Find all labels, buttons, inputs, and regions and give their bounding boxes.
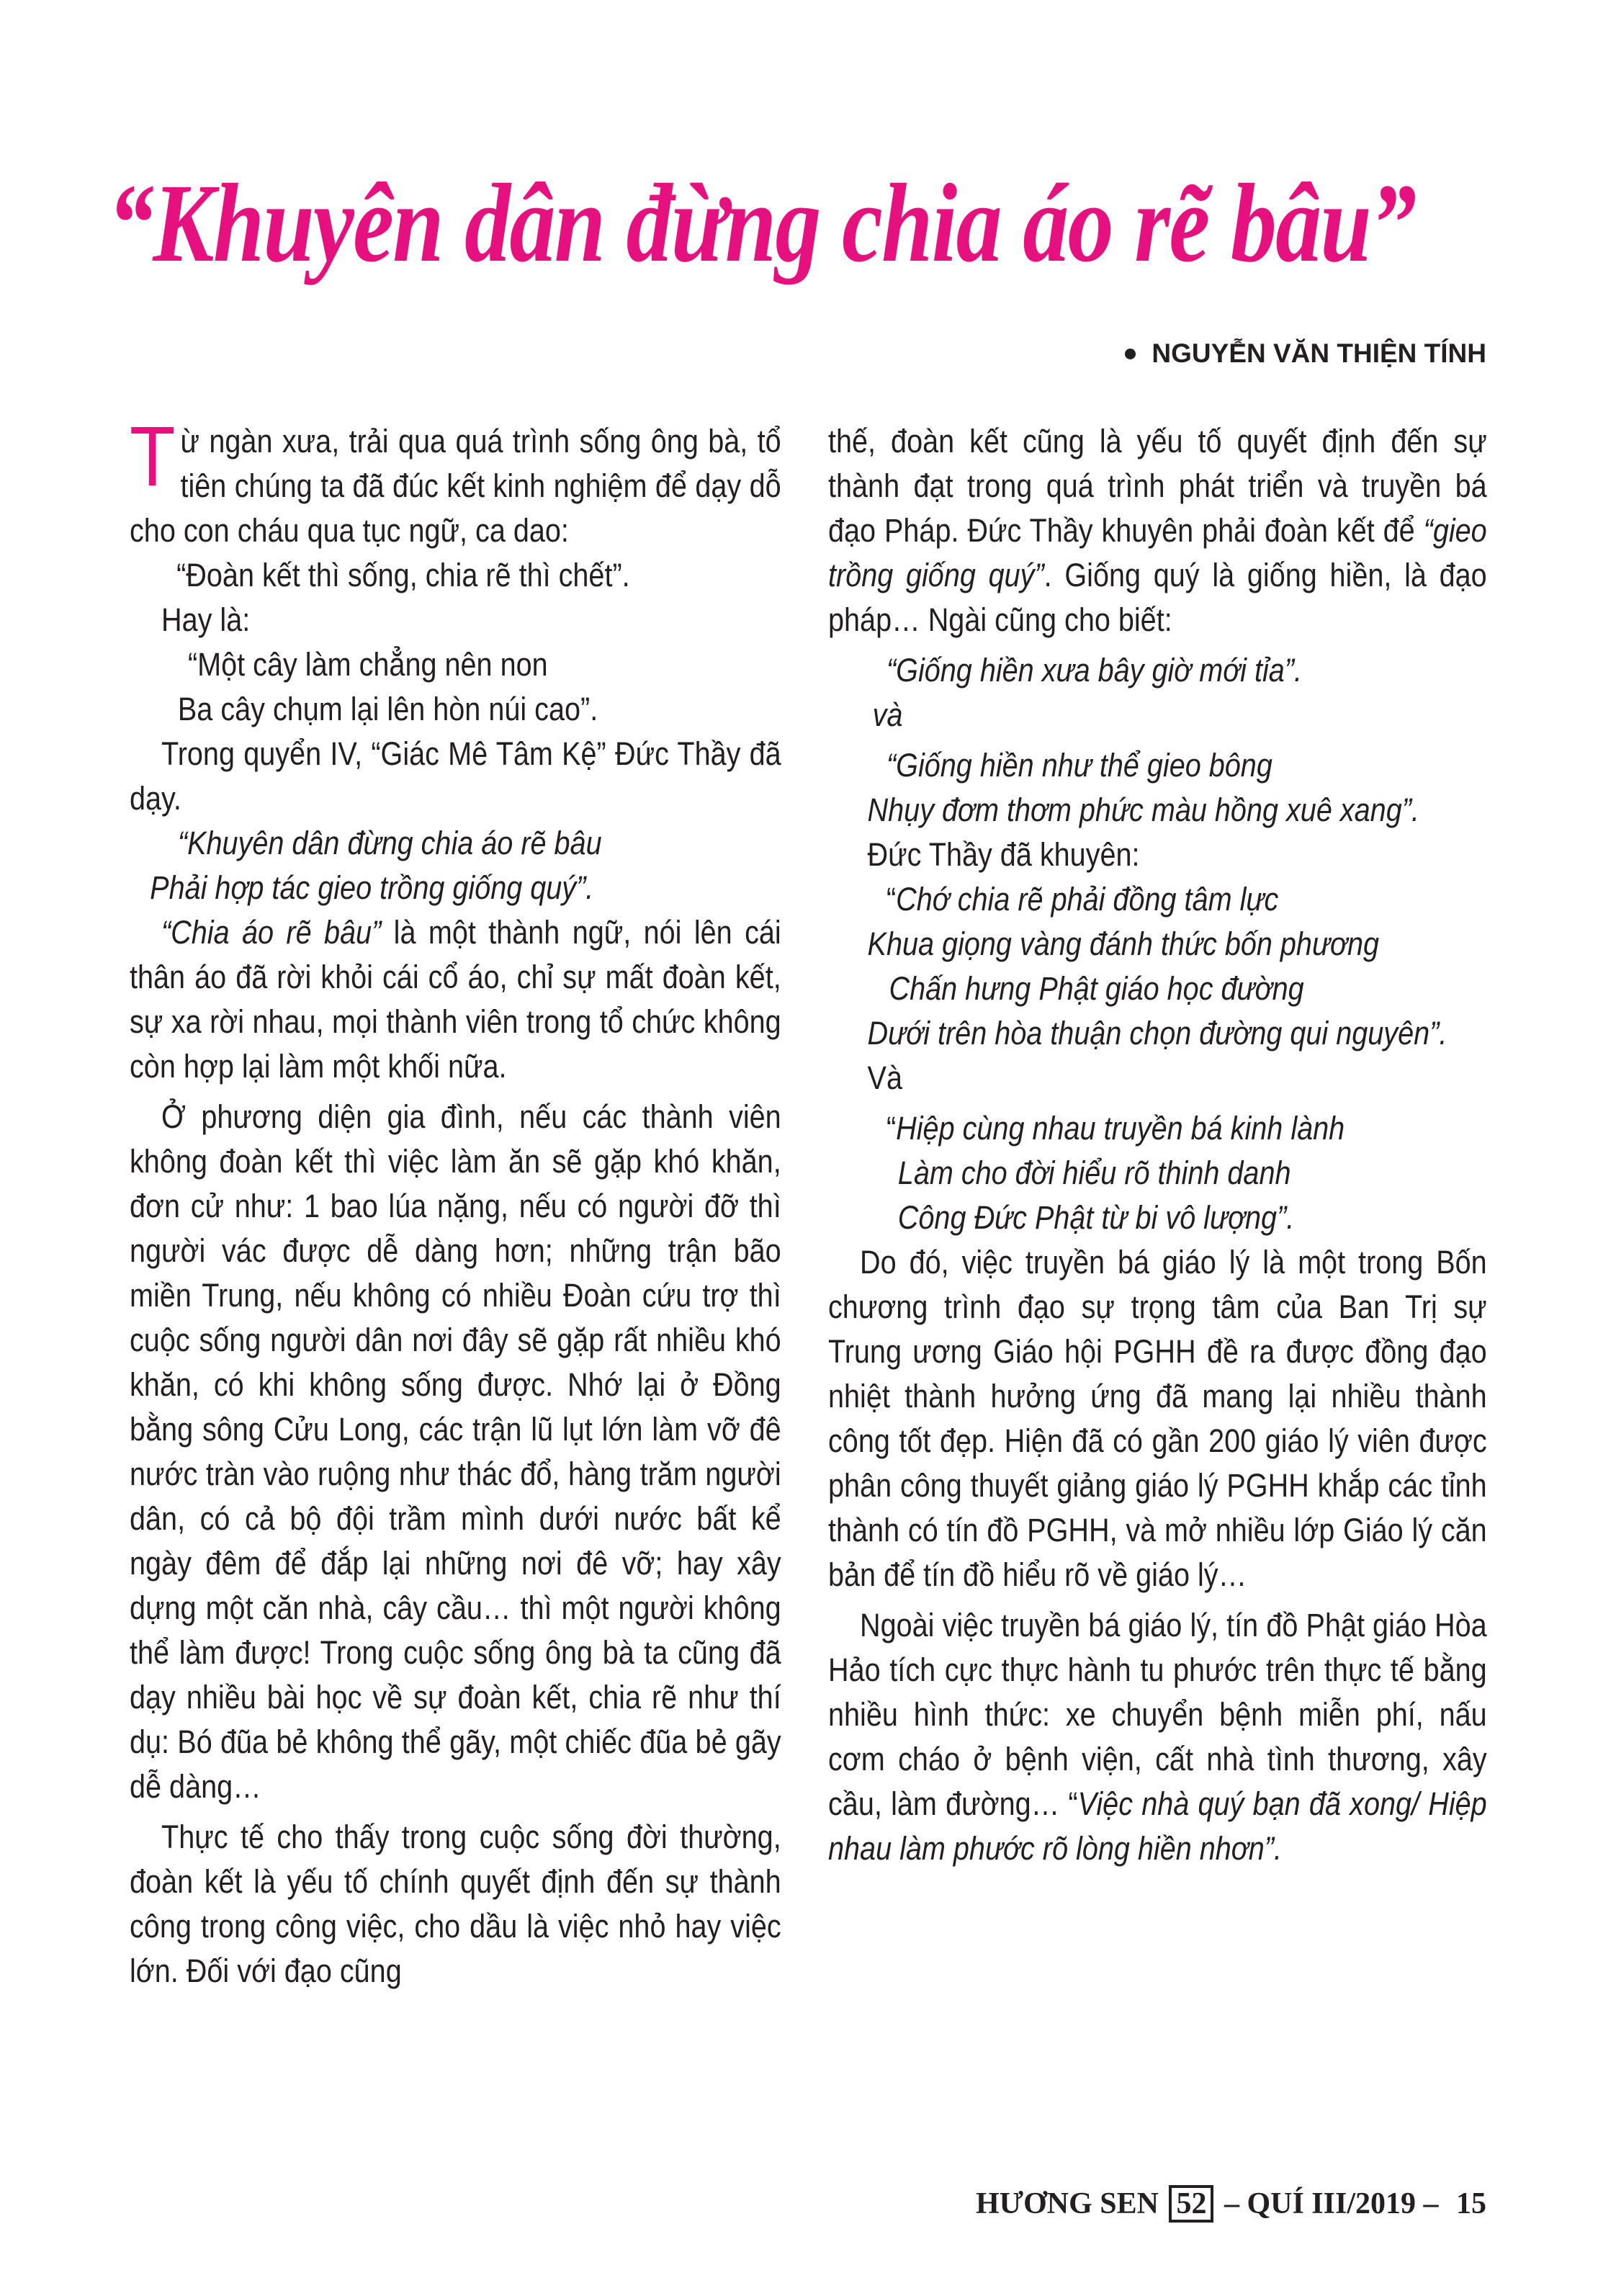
left-column: [130, 409, 781, 1994]
drop-cap: T: [130, 409, 176, 504]
text-line: Hay là:: [161, 601, 251, 638]
quote-line: [828, 877, 1545, 922]
paragraph: Trong quyển IV, “Giác Mê Tâm Kệ” Đức Thầy đã dạy.: [130, 735, 781, 817]
paragraph: Ở phương diện gia đình, nếu các thành viên không đoàn kết thì việc làm ăn sẽ gặp khó khăn, đơn cử như: 1 bao lúa nặng, nếu có người đỡ thì người vác được dễ dàng hơn; những trận bão miền Trung, nếu không có nhiều Đoàn cứu trợ thì cuộc sống người dân nơi đây sẽ gặp rất nhiều khó khăn, có khi không sống được. Nhớ lại ở Đồng bằng sông Cửu Long, các trận lũ lụt lớn làm vỡ đê nước tràn vào ruộng như thác đổ, hàng trăm người dân, có cả bộ đội trầm mình dưới nước bất kể ngày đêm để đắp lại những nơi đê vỡ; hay xây dựng một căn nhà, cây cầu… thì một người không thể làm được! Trong cuộc sống ông bà ta cũng đã dạy nhiều bài học về sự đoàn kết, chia rẽ như thí dụ: Bó đũa bẻ không thể gãy, một chiếc đũa bẻ gãy dễ dàng…: [130, 1098, 781, 1805]
quote-line: Ba cây chụm lại lên hòn núi cao”.: [177, 691, 598, 727]
quote-line: “Khuyên dân đừng chia áo rẽ bâu: [177, 825, 602, 861]
quote-italic: Việc nhà quý bạn đã xong/ Hiệp nhau làm phước rõ lòng hiền nhơn”.: [828, 1785, 1487, 1867]
paragraph-text: là một thành ngữ, nói lên cái thân áo đã rời khỏi cái cổ áo, chỉ sự mất đoàn kết, sự xa rời nhau, mọi thành viên trong tổ chức không còn hợp lại làm một khối nữa.: [130, 914, 781, 1085]
quote-line: Khua giọng vàng đánh thức bốn phương: [867, 925, 1380, 962]
text-line: Đức Thầy đã khuyên:: [867, 836, 1140, 873]
paragraph-text: thế, đoàn kết cũng là yếu tố quyết định đến sự thành đạt trong quá trình phát triển và truyền bá đạo Pháp. Đức Thầy khuyên phải đoàn kết để: [828, 423, 1487, 549]
paragraph-text: ừ ngàn xưa, trải qua quá trình sống ông bà, tổ tiên chúng ta đã đúc kết kinh nghiệm để dạy dỗ cho con cháu qua tục ngữ, ca dao:: [130, 423, 781, 549]
paragraph: [828, 419, 1487, 642]
quote-mark: “: [1068, 1785, 1078, 1822]
text-line: và: [872, 696, 903, 733]
paragraph: [130, 409, 781, 553]
idiom-italic: “Chia áo rẽ bâu”: [161, 914, 382, 951]
quote-text: Hiệp cùng nhau truyền bá kinh lành: [896, 1110, 1345, 1147]
quote-line: “Một cây làm chẳng nên non: [187, 646, 548, 683]
paragraph: [130, 910, 781, 1089]
page-footer: [976, 2182, 1486, 2225]
quote-mark: “: [886, 1110, 897, 1147]
quote-line: Dưới trên hòa thuận chọn đường qui nguyên”.: [867, 1015, 1447, 1051]
quote-line: “Giống hiền như thể gieo bông: [886, 747, 1272, 784]
author-byline: [1125, 333, 1486, 374]
quote-mark: “: [886, 881, 897, 918]
quote-line: Công Đức Phật từ bi vô lượng”.: [897, 1199, 1295, 1236]
paragraph: Do đó, việc truyền bá giáo lý là một trong Bốn chương trình đạo sự trọng tâm của Ban Trị sự Trung ương Giáo hội PGHH đề ra được đồng đạo nhiệt thành hưởng ứng đã mang lại nhiều thành công tốt đẹp. Hiện đã có gần 200 giáo lý viên được phân công thuyết giảng giáo lý PGHH khắp các tỉnh thành có tín đồ PGHH, và mở nhiều lớp Giáo lý căn bản để tín đồ hiểu rõ về giáo lý…: [828, 1244, 1487, 1593]
magazine-name: HƯƠNG SEN: [975, 2187, 1159, 2220]
page-number: 15: [1456, 2187, 1486, 2220]
paragraph-text: Ngoài việc truyền bá giáo lý, tín đồ Phật giáo Hòa Hảo tích cực thực hành tu phước trên thực tế bằng nhiều hình thức: xe chuyển bệnh miễn phí, nấu cơm cháo ở bệnh viện, cất nhà tình thương, xây cầu, làm đường…: [828, 1607, 1487, 1822]
quote-line: “Đoàn kết thì sống, chia rẽ thì chết”.: [176, 557, 630, 593]
quote-text: Chớ chia rẽ phải đồng tâm lực: [896, 881, 1279, 918]
quote-line: Làm cho đời hiểu rõ thinh danh: [897, 1154, 1291, 1191]
issue-number: 52: [1169, 2185, 1213, 2223]
paragraph: Thực tế cho thấy trong cuộc sống đời thường, đoàn kết là yếu tố chính quyết định đến sự thành công trong công việc, cho dầu là việc nhỏ hay việc lớn. Đối với đạo cũng: [130, 1819, 781, 1989]
issue-quarter: – QUÍ III/2019 –: [1224, 2187, 1439, 2220]
author-name: NGUYỄN VĂN THIỆN TÍNH: [1152, 338, 1486, 368]
quote-line: Chấn hưng Phật giáo học đường: [889, 970, 1304, 1007]
quote-line: Phải hợp tác gieo trồng giống quý”.: [150, 869, 594, 906]
paragraph: [828, 1603, 1487, 1871]
quote-line: [828, 1106, 1545, 1151]
right-column: [828, 419, 1487, 1871]
quote-line: “Giống hiền xưa bây giờ mới tỉa”.: [886, 652, 1302, 689]
bullet-icon: [1125, 349, 1136, 359]
text-line: Và: [867, 1059, 903, 1096]
quote-italic: “gieo trồng giống quý”: [828, 512, 1487, 593]
quote-line: Nhụy đơm thơm phức màu hồng xuê xang”.: [867, 792, 1419, 828]
paragraph-text: . Giống quý là giống hiền, là đạo pháp… Ngài cũng cho biết:: [828, 557, 1487, 638]
article-title: “Khuyên dân đừng chia áo rẽ bâu”: [108, 161, 1416, 285]
